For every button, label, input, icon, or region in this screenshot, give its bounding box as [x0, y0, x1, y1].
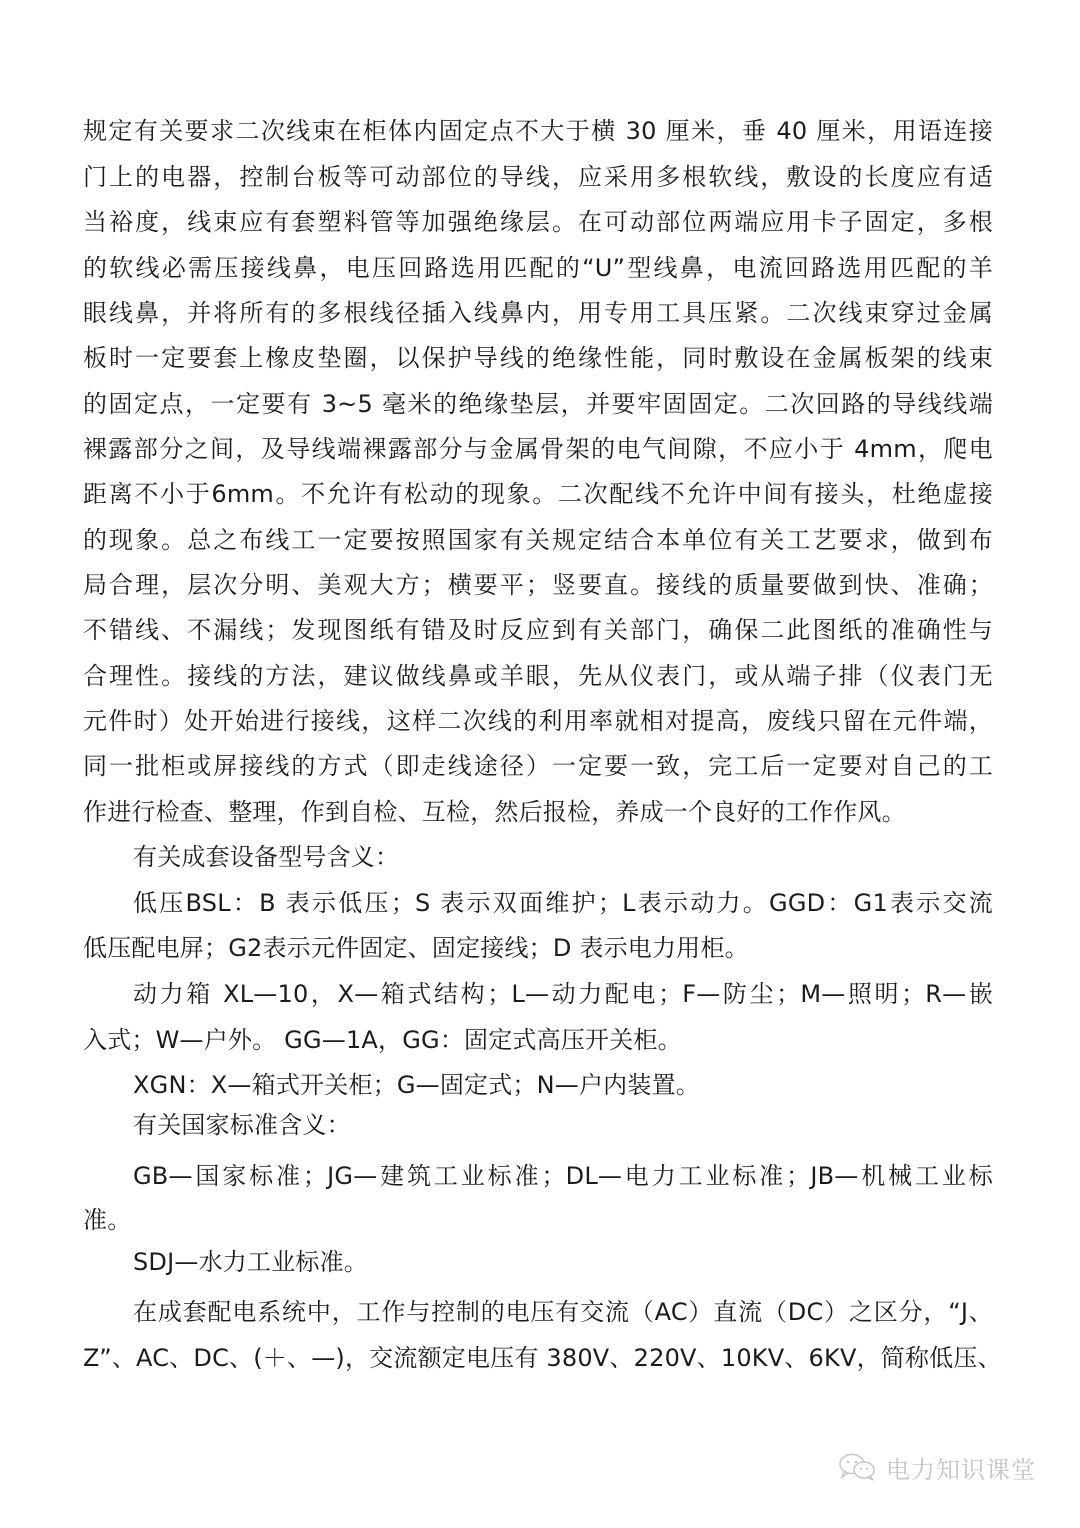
wechat-icon: [838, 1452, 878, 1482]
text-line: 同一批柜或屏接线的方式（即走线途径）一定要一致，完工后一定要对自己的工: [83, 752, 993, 780]
text-line: 低压配电屏；G2表示元件固定、固定接线；D 表示电力用柜。: [83, 934, 749, 962]
text-line: 当裕度，线束应有套塑料管等加强绝缘层。在可动部位两端应用卡子固定，多根: [83, 208, 993, 236]
text-line: 不错线、不漏线；发现图纸有错及时反应到有关部门，确保二此图纸的准确性与: [83, 616, 993, 644]
text-line: 眼线鼻，并将所有的多根线径插入线鼻内，用专用工具压紧。二次线束穿过金属: [83, 299, 993, 327]
text-line: 在成套配电系统中，工作与控制的电压有交流（AC）直流（DC）之区分，“J、: [133, 1298, 993, 1326]
text-line: 准。: [83, 1206, 132, 1234]
text-line: 有关国家标准含义：: [133, 1111, 351, 1139]
text-line: SDJ—水力工业标准。: [133, 1248, 368, 1276]
text-line: 元件时）处开始进行接线，这样二次线的利用率就相对提高，废线只留在元件端，: [83, 707, 993, 735]
text-line: 入式；W—户外。 GG—1A，GG：固定式高压开关柜。: [83, 1026, 682, 1054]
text-line: 合理性。接线的方法，建议做线鼻或羊眼，先从仪表门，或从端子排（仪表门无: [83, 662, 993, 690]
watermark: [838, 1447, 1036, 1487]
text-line: 的软线必需压接线鼻，电压回路选用匹配的“U”型线鼻，电流回路选用匹配的羊: [83, 254, 993, 282]
text-line: Z”、AC、DC、(＋、—)，交流额定电压有 380V、220V、10KV、6KV，简称低压、: [83, 1344, 1002, 1372]
text-line: 板时一定要套上橡皮垫圈，以保护导线的绝缘性能，同时敷设在金属板架的线束: [83, 344, 993, 372]
text-line: 门上的电器，控制台板等可动部位的导线，应采用多根软线，敷设的长度应有适: [83, 163, 993, 191]
text-line: 低压BSL：B 表示低压；S 表示双面维护；L表示动力。GGD：G1表示交流: [133, 889, 993, 917]
text-line: 距离不小于6mm。不允许有松动的现象。二次配线不允许中间有接头，杜绝虚接: [83, 480, 993, 508]
text-line: GB—国家标准；JG—建筑工业标准；DL—电力工业标准；JB—机械工业标: [133, 1162, 993, 1190]
text-line: 作进行检查、整理，作到自检、互检，然后报检，养成一个良好的工作作风。: [83, 798, 906, 826]
text-line: 的现象。总之布线工一定要按照国家有关规定结合本单位有关工艺要求，做到布: [83, 526, 993, 554]
text-line: 规定有关要求二次线束在柜体内固定点不大于横 30 厘米，垂 40 厘米，用语连接: [83, 117, 993, 145]
text-line: 的固定点，一定要有 3~5 毫米的绝缘垫层，并要牢固固定。二次回路的导线线端: [83, 390, 993, 418]
text-line: 裸露部分之间，及导线端裸露部分与金属骨架的电气间隙，不应小于 4mm，爬电: [83, 435, 993, 463]
text-line: 局合理，层次分明、美观大方；横要平；竖要直。接线的质量要做到快、准确；: [83, 571, 993, 599]
text-line: 动力箱 XL—10，X—箱式结构；L—动力配电；F—防尘；M—照明；R—嵌: [133, 980, 993, 1008]
watermark-label: 电力知识课堂: [886, 1455, 1036, 1484]
text-line: 有关成套设备型号含义：: [133, 843, 400, 871]
text-line: XGN：X—箱式开关柜；G—固定式；N—户内装置。: [133, 1071, 700, 1099]
